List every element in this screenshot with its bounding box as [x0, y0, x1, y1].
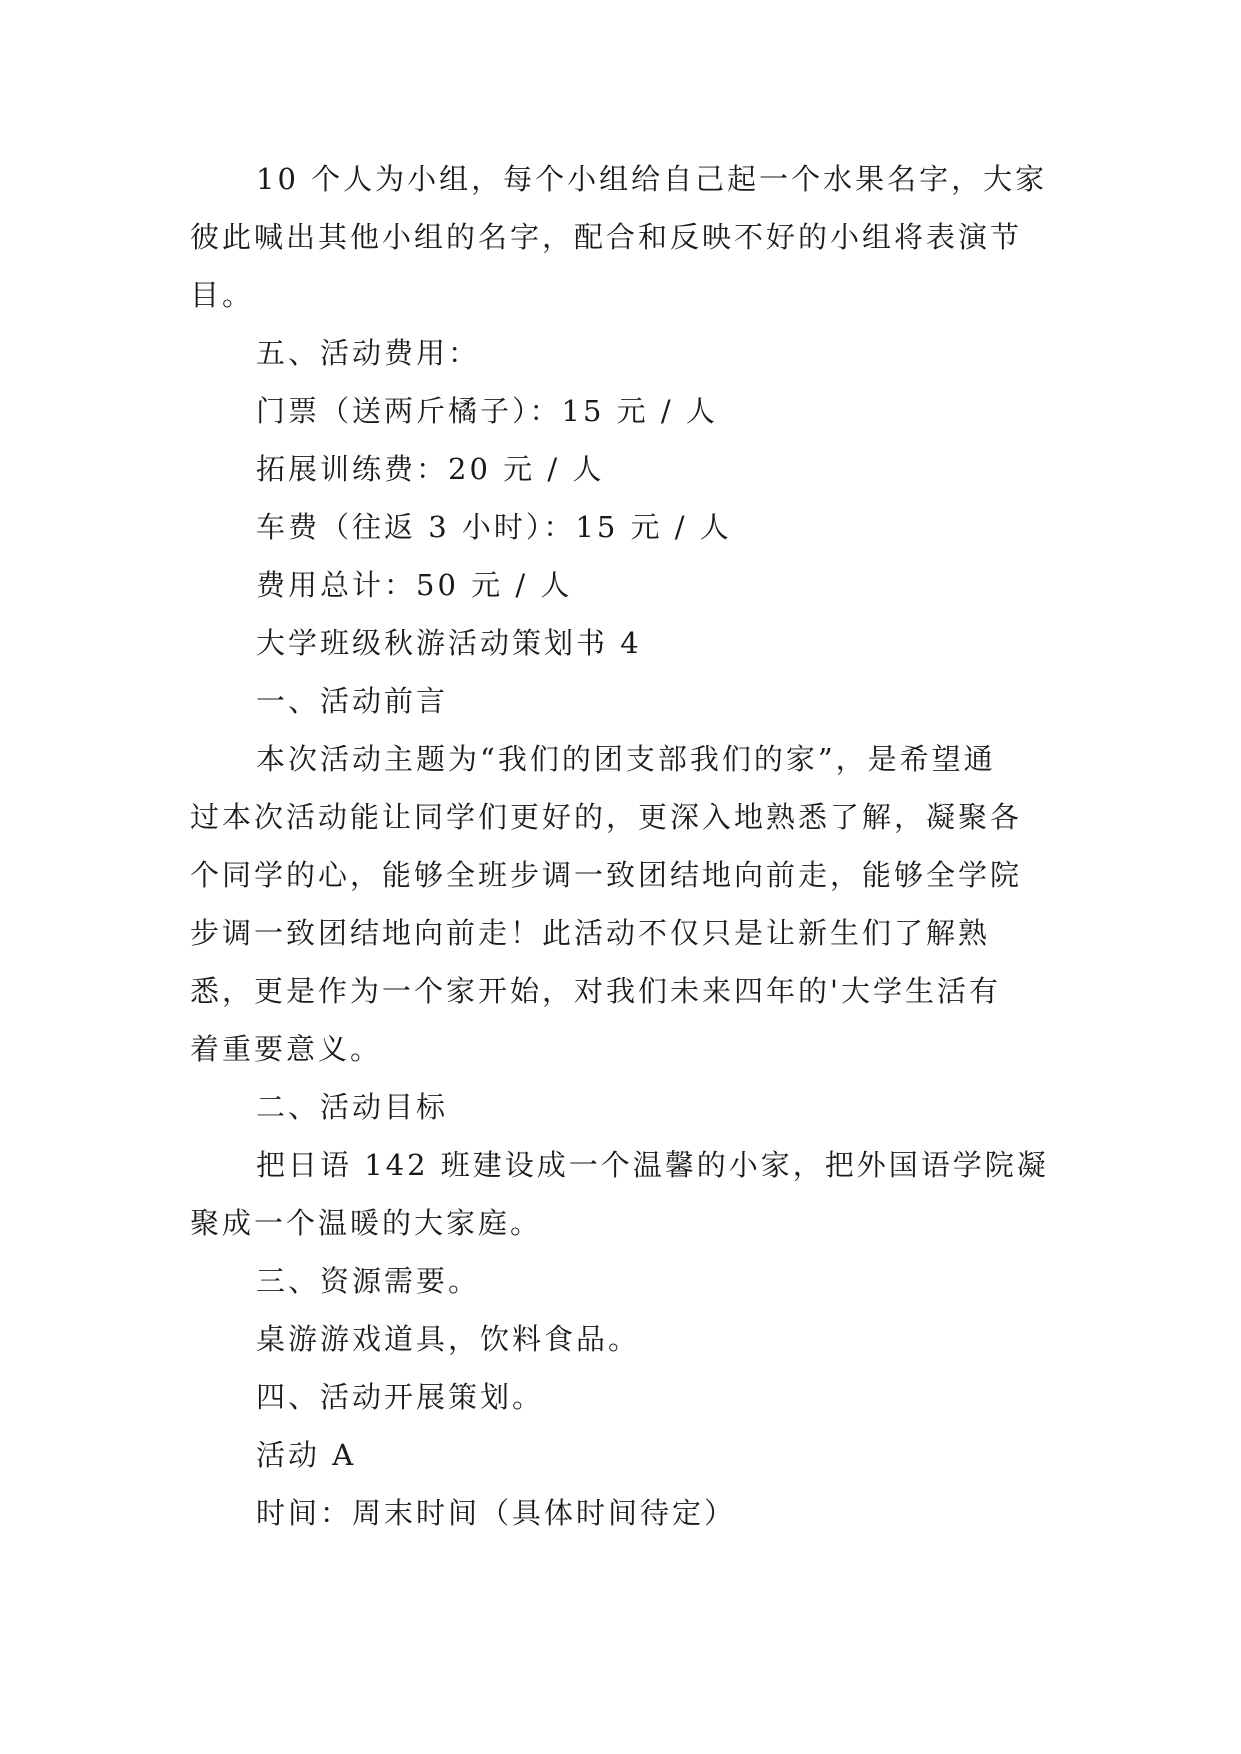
text-line: 悉，更是作为一个家开始，对我们未来四年的'大学生活有 [190, 974, 1001, 1008]
section-heading: 四、活动开展策划。 [256, 1380, 545, 1414]
text-line: 彼此喊出其他小组的名字，配合和反映不好的小组将表演节 [190, 220, 1023, 254]
section-heading: 一、活动前言 [256, 684, 449, 718]
text-line: 个同学的心，能够全班步调一致团结地向前走，能够全学院 [190, 858, 1023, 892]
document-title: 大学班级秋游活动策划书 4 [256, 626, 642, 660]
text-line: 车费（往返 3 小时）：15 元 / 人 [256, 510, 732, 544]
text-line: 目。 [190, 278, 255, 312]
text-line: 费用总计：50 元 / 人 [256, 568, 573, 602]
text-line: 本次活动主题为“我们的团支部我们的家”，是希望通 [256, 742, 996, 776]
text-line: 聚成一个温暖的大家庭。 [190, 1206, 543, 1240]
text-line: 时间：周末时间（具体时间待定） [256, 1496, 737, 1530]
section-heading: 二、活动目标 [256, 1090, 449, 1124]
document-page [190, 150, 1060, 1542]
text-line: 把日语 142 班建设成一个温馨的小家，把外国语学院凝 [256, 1148, 1049, 1182]
section-heading: 五、活动费用： [256, 336, 481, 370]
text-line: 步调一致团结地向前走！此活动不仅只是让新生们了解熟 [190, 916, 991, 950]
text-line: 活动 A [256, 1438, 357, 1472]
text-line: 拓展训练费：20 元 / 人 [256, 452, 605, 486]
text-line: 过本次活动能让同学们更好的，更深入地熟悉了解，凝聚各 [190, 800, 1023, 834]
text-line: 门票（送两斤橘子）：15 元 / 人 [256, 394, 718, 428]
text-line: 10 个人为小组，每个小组给自己起一个水果名字，大家 [256, 162, 1048, 196]
text-line: 桌游游戏道具，饮料食品。 [256, 1322, 641, 1356]
section-heading: 三、资源需要。 [256, 1264, 481, 1298]
text-line: 着重要意义。 [190, 1032, 383, 1066]
